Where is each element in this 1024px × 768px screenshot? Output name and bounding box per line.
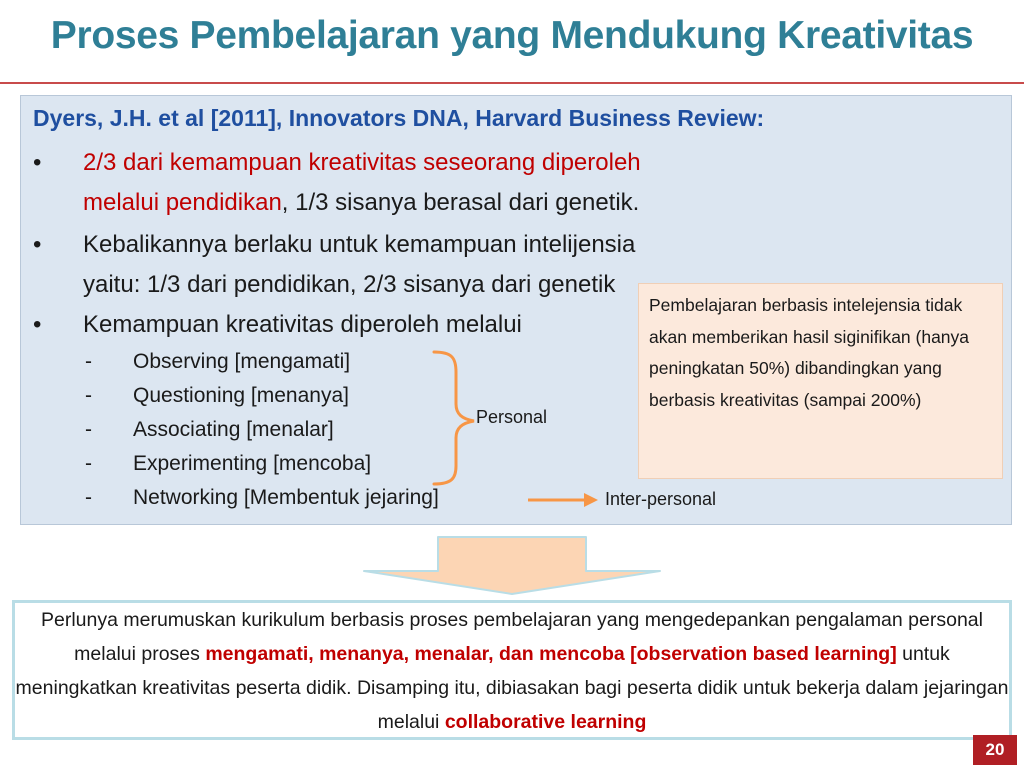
conclusion-text: untuk meningkatkan kreativitas peserta didik. Disamping itu, dibiasakan bagi peserta didik untuk bekerja dalam jejaringan melalui: [15, 643, 1009, 733]
activity-label: Experimenting [mencoba]: [133, 452, 372, 475]
interpersonal-label: Inter-personal: [605, 489, 717, 509]
conclusion-highlight: mengamati, menanya, menalar, dan mencoba [observation based learning]: [205, 643, 897, 665]
bullet-rest: , 1/3 sisanya berasal dari genetik.: [281, 189, 640, 216]
bullet-dot: •: [33, 231, 42, 258]
bullet-text: Kemampuan kreativitas diperoleh melalui: [83, 311, 522, 338]
bullet-dot: •: [33, 149, 42, 176]
bullet-highlight: 2/3 dari kemampuan kreativitas seseorang diperoleh melalui pendidikan: [83, 149, 641, 216]
conclusion-highlight: collaborative learning: [444, 711, 647, 733]
page-number-badge: 20: [973, 735, 1017, 765]
right-arrow-head-icon: [584, 493, 598, 507]
activity-dash: -: [85, 418, 92, 441]
activity-dash: -: [85, 350, 92, 373]
activity-dash: -: [85, 452, 92, 475]
activity-label: Observing [mengamati]: [133, 350, 351, 373]
activity-label: Networking [Membentuk jejaring]: [133, 486, 439, 509]
activity-label: Questioning [menanya]: [133, 384, 349, 407]
note-callout: Pembelajaran berbasis intelejensia tidak akan memberikan hasil siginifikan (hanya peningkatan 50%) dibandingkan yang berbasis kreativitas (sampai 200%): [638, 283, 1003, 479]
activity-dash: -: [85, 384, 92, 407]
activity-label: Associating [menalar]: [133, 418, 334, 441]
bullet-dot: •: [33, 311, 42, 338]
activity-dash: -: [85, 486, 92, 509]
bullet-text: Kebalikannya berlaku untuk kemampuan intelijensia yaitu: 1/3 dari pendidikan, 2/3 sisanya dari genetik: [83, 231, 636, 298]
curly-brace-icon: [434, 352, 474, 484]
conclusion-box: [12, 600, 1012, 740]
down-arrow-icon: [364, 537, 660, 594]
conclusion-text: Perlunya merumuskan kurikulum berbasis proses pembelajaran yang mengedepankan pengalaman personal melalui proses: [41, 609, 983, 665]
citation: Dyers, J.H. et al [2011], Innovators DNA, Harvard Business Review:: [33, 105, 765, 131]
slide-title: Proses Pembelajaran yang Mendukung Kreativitas: [50, 14, 974, 57]
personal-label: Personal: [476, 407, 548, 427]
